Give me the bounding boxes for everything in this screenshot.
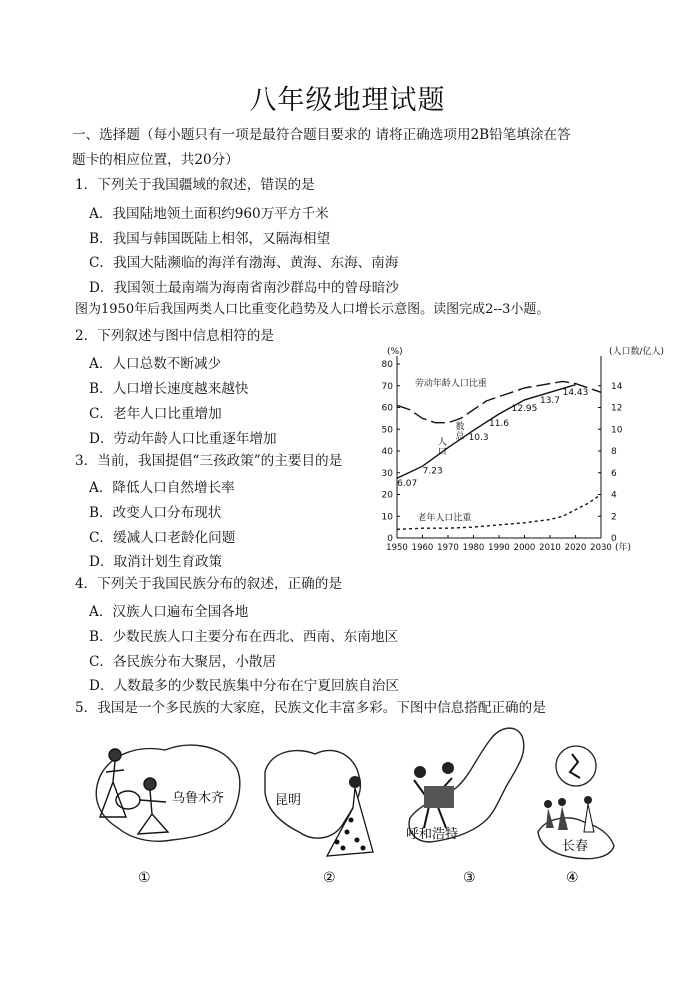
question-4-option-c: C．各民族分布大聚居，小散居 xyxy=(89,654,277,670)
data-label: 12.95 xyxy=(511,404,538,415)
picture-number-4: ④ xyxy=(566,870,579,886)
right-tick-label: 8 xyxy=(611,447,617,457)
population-chart-svg xyxy=(375,342,685,564)
chart-annotation: 总 xyxy=(455,432,465,443)
question-2-option-c: C．老年人口比重增加 xyxy=(89,406,222,422)
kunming-picture xyxy=(255,732,385,892)
right-tick-label: 14 xyxy=(611,381,623,392)
left-tick-label: 30 xyxy=(381,468,393,479)
chart-annotation: 老年人口比重 xyxy=(417,513,472,524)
right-tick-label: 2 xyxy=(611,512,617,523)
x-tick-label: 1950 xyxy=(386,543,408,553)
chart-annotation: 口 xyxy=(437,447,447,458)
data-label: 13.7 xyxy=(539,396,561,407)
left-axis-unit: (%) xyxy=(387,347,403,357)
question-1-option-c: C．我国大陆濒临的海洋有渤海、黄海、东海、南海 xyxy=(89,255,399,271)
section-heading-line1: 一、选择题（每小题只有一项是最符合题目要求的 请将正确选项用2B铅笔填涂在答 xyxy=(72,127,571,143)
right-tick-label: 10 xyxy=(611,425,623,436)
right-tick-label: 12 xyxy=(611,403,623,414)
x-tick-label: 1990 xyxy=(488,543,510,553)
urumqi-label: 乌鲁木齐 xyxy=(172,791,225,806)
x-tick-label: 1960 xyxy=(411,543,434,553)
question-4-stem: 4．下列关于我国民族分布的叙述，正确的是 xyxy=(75,576,342,592)
left-tick-label: 60 xyxy=(381,403,393,414)
data-label: 14.43 xyxy=(562,388,589,399)
question-4-option-b: B．少数民族人口主要分布在西北、西南、东南地区 xyxy=(89,629,399,645)
question-1-option-b: B．我国与韩国既陆上相邻，又隔海相望 xyxy=(89,231,331,247)
x-tick-label: 2010 xyxy=(539,543,561,553)
data-label: 10.3 xyxy=(468,432,489,443)
chart-annotation: 人 xyxy=(437,437,447,448)
x-tick-label: 2020 xyxy=(564,543,587,553)
picture-number-3: ③ xyxy=(463,870,476,886)
data-label: 6.07 xyxy=(397,478,418,489)
chart-annotation: 劳动年龄人口比重 xyxy=(414,378,487,389)
page-title: 八年级地理试题 xyxy=(249,85,446,116)
question-3-option-c: C．缓减人口老龄化问题 xyxy=(89,530,236,546)
x-axis-unit: (年) xyxy=(615,543,632,553)
changchun-picture xyxy=(532,742,622,892)
x-tick-label: 2030 xyxy=(590,543,612,553)
section-heading-line2: 题卡的相应位置，共20分） xyxy=(72,152,239,168)
left-tick-label: 80 xyxy=(381,360,393,370)
left-tick-label: 20 xyxy=(381,490,393,501)
picture-number-2: ② xyxy=(323,870,336,886)
right-tick-label: 6 xyxy=(611,468,617,479)
left-tick-label: 10 xyxy=(381,512,393,523)
right-tick-label: 0 xyxy=(611,534,617,544)
x-tick-label: 1970 xyxy=(437,543,459,553)
right-axis-unit: (人口数/亿人) xyxy=(609,347,665,357)
data-label: 11.6 xyxy=(488,418,510,429)
hohhot-picture xyxy=(400,718,530,892)
question-4-option-a: A．汉族人口遍布全国各地 xyxy=(89,604,249,620)
urumqi-picture xyxy=(80,722,250,892)
changchun-label: 长春 xyxy=(562,839,589,854)
question-3-option-a: A．降低人口自然增长率 xyxy=(89,480,235,496)
question-2-option-d: D．劳动年龄人口比重逐年增加 xyxy=(89,431,277,447)
question-2-stem: 2．下列叙述与图中信息相符的是 xyxy=(75,328,274,344)
inner-mongolia-map-outline xyxy=(409,728,524,842)
data-label: 7.23 xyxy=(422,466,443,477)
population-chart xyxy=(375,342,685,564)
question-3-option-b: B．改变人口分布现状 xyxy=(89,505,222,521)
chart-annotation: 数 xyxy=(455,422,465,433)
question-3-stem: 3．当前，我国提倡“三孩政策”的主要目的是 xyxy=(75,453,343,469)
left-tick-label: 50 xyxy=(381,425,393,436)
x-tick-label: 1980 xyxy=(462,543,485,553)
question-5-stem: 5．我国是一个多民族的大家庭，民族文化丰富多彩。下图中信息搭配正确的是 xyxy=(75,700,546,716)
question-3-option-d: D．取消计划生育政策 xyxy=(89,554,223,570)
question-2-option-a: A．人口总数不断减少 xyxy=(89,356,222,372)
x-tick-label: 2000 xyxy=(513,543,536,553)
question-4-option-d: D．人数最多的少数民族集中分布在宁夏回族自治区 xyxy=(89,678,399,694)
left-tick-label: 70 xyxy=(381,381,393,392)
question-1-stem: 1．下列关于我国疆域的叙述，错误的是 xyxy=(75,177,315,193)
picture-number-1: ① xyxy=(138,870,151,886)
question-2-option-b: B．人口增长速度越来越快 xyxy=(89,381,249,397)
question-1-option-a: A．我国陆地领土面积约960万平方千米 xyxy=(89,206,329,222)
series-line xyxy=(397,495,601,530)
kunming-label: 昆明 xyxy=(275,793,302,808)
left-tick-label: 0 xyxy=(387,534,393,544)
left-tick-label: 40 xyxy=(381,447,393,457)
figure-intro: 图为1950年后我国两类人口比重变化趋势及人口增长示意图。读图完成2--3小题。 xyxy=(75,302,550,317)
right-tick-label: 4 xyxy=(611,490,617,501)
hohhot-label: 呼和浩特 xyxy=(406,827,459,842)
question-1-option-d: D．我国领土最南端为海南省南沙群岛中的曾母暗沙 xyxy=(89,280,399,296)
